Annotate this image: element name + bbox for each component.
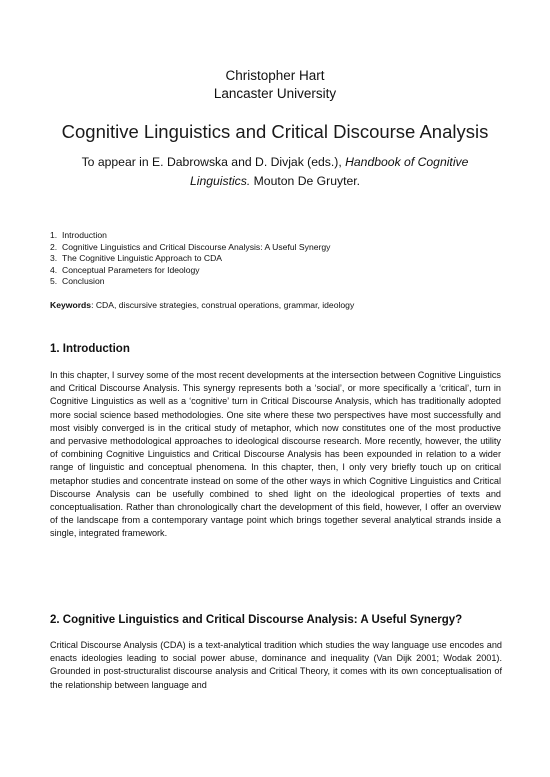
toc-item — [50, 265, 330, 277]
toc-label: The Cognitive Linguistic Approach to CDA — [62, 253, 223, 264]
toc-item — [50, 276, 330, 288]
toc-number: 5. — [50, 276, 58, 287]
toc-item — [50, 230, 330, 242]
toc-label: Conceptual Parameters for Ideology — [62, 264, 200, 275]
citation-prefix: To appear in E. Dabrowska and D. Divjak (eds.), — [81, 155, 346, 169]
author-name: Christopher Hart — [225, 68, 325, 83]
section-heading-synergy: 2. Cognitive Linguistics and Critical Discourse Analysis: A Useful Synergy? — [50, 614, 463, 626]
section-heading-introduction: 1. Introduction — [50, 343, 130, 355]
citation-book-title: Handbook of Cognitive Linguistics. — [189, 155, 469, 188]
author-affiliation: Lancaster University — [213, 86, 337, 101]
toc-number: 2. — [50, 241, 58, 252]
toc-number: 1. — [50, 230, 58, 240]
keywords-text: : CDA, discursive strategies, construal operations, grammar, ideology — [91, 300, 355, 310]
toc-label: Introduction — [62, 230, 107, 240]
toc-number: 3. — [50, 253, 58, 264]
toc-label: Cognitive Linguistics and Critical Discourse Analysis: A Useful Synergy — [62, 241, 331, 252]
toc-number: 4. — [50, 264, 58, 275]
citation-publisher: Mouton De Gruyter. — [250, 174, 361, 188]
toc-item — [50, 242, 330, 254]
paper-title: Cognitive Linguistics and Critical Discourse Analysis — [61, 121, 489, 142]
keywords-label: Keywords — [50, 300, 92, 310]
section-body-introduction: In this chapter, I survey some of the most recent developments at the intersection between Cognitive Linguistics and Critical Discourse Analysis. This synergy represents both a ‘social’, or more specifically a ‘critical’, turn in Cognitive Linguistics as well as a ‘cognitive’ turn in Critical Discourse Analysis, which has traditionally adopted more social science based methodologies. One site where these two perspectives have most successfully and most visibly converged is in the critical study of metaphor, which now constitutes one of the most productive and pervasive methodological approaches to ideological discourse research. More recently, however, the utility of combining Cognitive Linguistics and Critical Discourse Analysis has been expounded in relation to a wider range of linguistic and conceptual phenomena. In this chapter, then, I only very briefly touch up on critical metaphor studies and concentrate instead on some of the other ways in which Cognitive Linguistics and Critical Discourse Analysis can be usefully combined to shed light on the ideological properties of texts and conceptualisation. Rather than chronologically chart the development of this field, however, I offer an overview of the landscape from a contemporary vantage point which brings together several analytical strands inside a single, integrated framework. — [50, 370, 501, 539]
section-body-synergy: Critical Discourse Analysis (CDA) is a text-analytical tradition which studies the way language use encodes and enacts ideologies leading to social power abuse, dominance and inequality (Van Dijk 2001; Wodak 2001). Grounded in post-structuralist discourse analysis and Critical Theory, it comes with its own conceptualisation of the relationship between language and — [50, 640, 502, 690]
toc-item — [50, 253, 330, 265]
keywords-line — [50, 299, 354, 311]
table-of-contents — [50, 230, 330, 288]
publication-note — [64, 153, 486, 191]
toc-label: Conclusion — [62, 276, 105, 287]
